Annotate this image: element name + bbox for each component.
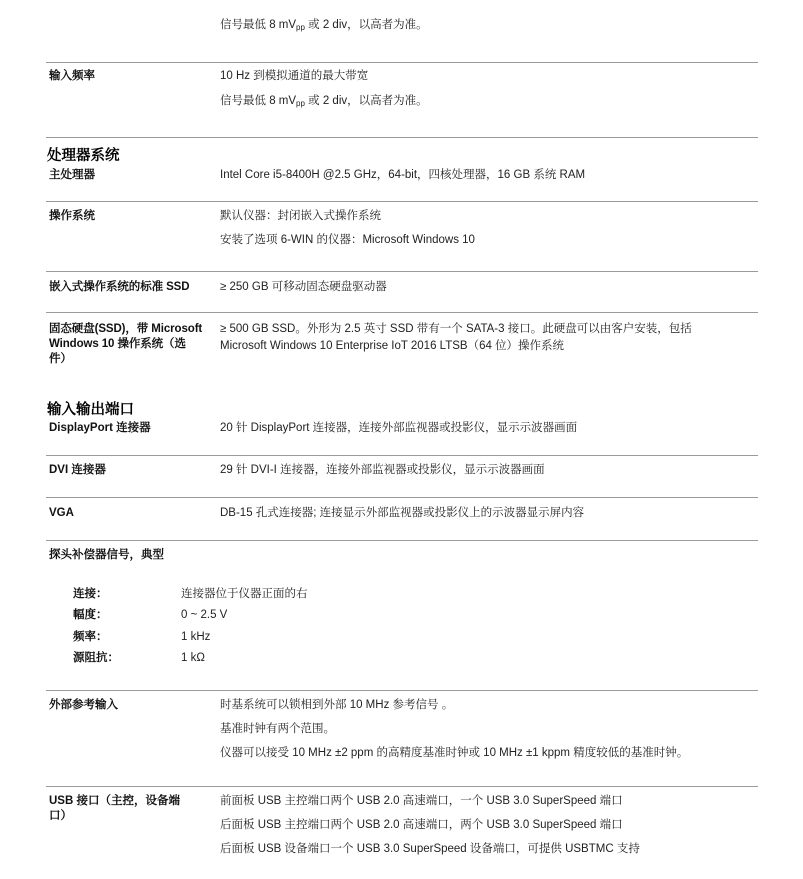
os-line2: 安装了选项 6-WIN 的仪器：Microsoft Windows 10 bbox=[220, 234, 475, 246]
divider bbox=[46, 137, 758, 138]
ext-ref-line3: 仪器可以接受 10 MHz ±2 ppm 的高精度基准时钟或 10 MHz ±1 kppm 精度较低的基准时钟。 bbox=[220, 747, 689, 759]
divider bbox=[46, 497, 758, 498]
divider bbox=[46, 312, 758, 313]
input-frequency-subscript: pp bbox=[296, 99, 305, 108]
usb-label bbox=[49, 794, 217, 824]
windows-ssd-line2: Microsoft Windows 10 Enterprise IoT 2016 LTSB（64 位）操作系统 bbox=[220, 340, 565, 352]
probe-freq-value: 1 kHz bbox=[181, 631, 211, 643]
usb-label-line1: USB 接口（主控，设备端 bbox=[49, 795, 180, 807]
standard-ssd-label: 嵌入式操作系统的标准 SSD bbox=[49, 281, 190, 293]
divider bbox=[46, 786, 758, 787]
cpu-value: Intel Core i5-8400H @2.5 GHz，64-bit，四核处理器，16 GB 系统 RAM bbox=[220, 169, 586, 181]
windows-ssd-label-line1: 固态硬盘(SSD)，带 Microsoft bbox=[49, 323, 203, 335]
windows-ssd-label bbox=[49, 322, 217, 367]
divider bbox=[46, 690, 758, 691]
section-title-io: 输入输出端口 bbox=[47, 402, 134, 418]
probe-conn-label: 连接： bbox=[73, 588, 108, 600]
input-frequency-line2-tail: 或 2 div，以高者为准。 bbox=[304, 95, 428, 107]
divider bbox=[46, 62, 758, 63]
probe-freq-label: 频率： bbox=[73, 631, 108, 643]
os-label: 操作系统 bbox=[49, 210, 95, 222]
usb-line1: 前面板 USB 主控端口两个 USB 2.0 高速端口，一个 USB 3.0 SuperSpeed 端口 bbox=[220, 795, 623, 807]
probe-amp-label: 幅度： bbox=[73, 609, 108, 621]
probe-imp-value: 1 kΩ bbox=[181, 652, 205, 664]
ext-ref-line1: 时基系统可以锁相到外部 10 MHz 参考信号 。 bbox=[220, 699, 454, 711]
divider bbox=[46, 201, 758, 202]
usb-line3: 后面板 USB 设备端口一个 USB 3.0 SuperSpeed 设备端口，可提供 USBTMC 支持 bbox=[220, 843, 640, 855]
vga-label: VGA bbox=[49, 507, 74, 519]
usb-label-line2: 口） bbox=[49, 810, 72, 822]
continued-value bbox=[220, 18, 428, 35]
os-line1: 默认仪器：封闭嵌入式操作系统 bbox=[220, 210, 381, 222]
input-frequency-label: 输入频率 bbox=[49, 70, 95, 82]
probe-imp-label: 源阻抗： bbox=[73, 652, 119, 664]
input-frequency-line2 bbox=[220, 94, 428, 111]
probe-amp-value: 0 ~ 2.5 V bbox=[181, 609, 228, 621]
continued-text-tail: 或 2 div，以高者为准。 bbox=[304, 19, 428, 31]
ext-ref-label: 外部参考输入 bbox=[49, 699, 118, 711]
displayport-value: 20 针 DisplayPort 连接器，连接外部监视器或投影仪，显示示波器画面 bbox=[220, 422, 578, 434]
usb-line2: 后面板 USB 主控端口两个 USB 2.0 高速端口，两个 USB 3.0 SuperSpeed 端口 bbox=[220, 819, 623, 831]
vga-value: DB-15 孔式连接器; 连接显示外部监视器或投影仪上的示波器显示屏内容 bbox=[220, 507, 585, 519]
dvi-label: DVI 连接器 bbox=[49, 464, 106, 476]
cpu-label: 主处理器 bbox=[49, 169, 95, 181]
dvi-value: 29 针 DVI-I 连接器，连接外部监视器或投影仪，显示示波器画面 bbox=[220, 464, 545, 476]
continued-text: 信号最低 8 mV bbox=[220, 19, 297, 31]
standard-ssd-value: ≥ 250 GB 可移动固态硬盘驱动器 bbox=[220, 281, 387, 293]
ext-ref-line2: 基准时钟有两个范围。 bbox=[220, 723, 335, 735]
windows-ssd-line1: ≥ 500 GB SSD。外形为 2.5 英寸 SSD 带有一个 SATA-3 接口。此硬盘可以由客户安装，包括 bbox=[220, 323, 692, 335]
probe-conn-value: 连接器位于仪器正面的右 bbox=[181, 588, 308, 600]
windows-ssd-label-line3: 件） bbox=[49, 353, 72, 365]
windows-ssd-label-line2: Windows 10 操作系统（选 bbox=[49, 338, 186, 350]
continued-subscript: pp bbox=[296, 23, 305, 32]
divider bbox=[46, 455, 758, 456]
section-title-processor: 处理器系统 bbox=[47, 148, 120, 164]
divider bbox=[46, 540, 758, 541]
input-frequency-line2-text: 信号最低 8 mV bbox=[220, 95, 297, 107]
input-frequency-line1: 10 Hz 到模拟通道的最大带宽 bbox=[220, 70, 369, 82]
probe-comp-title: 探头补偿器信号，典型 bbox=[49, 549, 164, 561]
displayport-label: DisplayPort 连接器 bbox=[49, 422, 151, 434]
divider bbox=[46, 271, 758, 272]
